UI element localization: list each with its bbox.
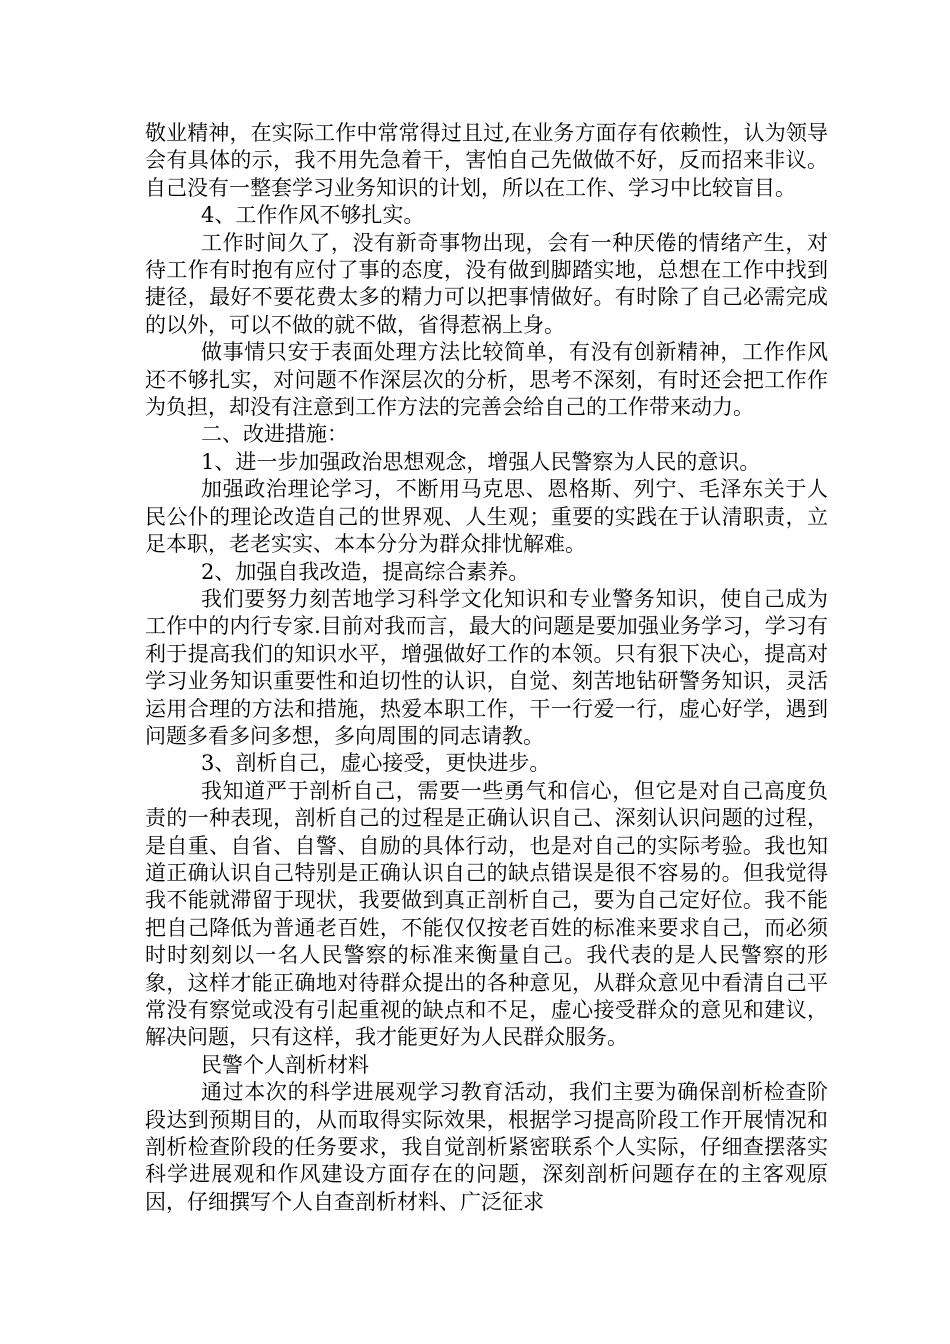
heading-self-improvement: 2、加强自我改造，提高综合素养。 (201, 559, 530, 584)
paragraph-study-activity: 通过本次的科学进展观学习教育活动，我们主要为确保剖析检查阶段达到预期目的，从而取得实际效果，根据学习提高阶段工作开展情况和剖析检查阶段的任务要求，我自觉剖析紧密联系个人实际，仔细查摆落实科学进展观和作风建设方面存在的问题，深刻剖析问题存在的主客观原因，仔细撰写个人自查剖析材料、广泛征求 (145, 1080, 828, 1214)
paragraph-work-boredom: 工作时间久了，没有新奇事物出现，会有一种厌倦的情绪产生，对待工作有时抱有应付了事的态度，没有做到脚踏实地，总想在工作中找到捷径，最好不要花费太多的精力可以把事情做好。有时除了自己必需完成的以外，可以不做的就不做，省得惹祸上身。 (145, 230, 828, 337)
heading-work-style: 4、工作作风不够扎实。 (201, 203, 425, 228)
paragraph-dedication-continued: 敬业精神，在实际工作中常常得过且过,在业务方面存有依赖性，认为领导会有具体的示，我不用先急着干，害怕自己先做做不好，反而招来非议。自己没有一整套学习业务知识的计划，所以在工作、学习中比较盲目。 (145, 121, 828, 200)
heading-police-analysis-material: 民警个人剖析材料 (201, 1052, 369, 1077)
heading-political-thought: 1、进一步加强政治思想观念，增强人民警察为人民的意识。 (201, 449, 761, 474)
paragraph-political-theory: 加强政治理论学习，不断用马克思、恩格斯、列宁、毛泽东关于人民公仆的理论改造自己的世界观、人生观；重要的实践在于认清职责，立足本职，老老实实、本本分分为群众排忧解难。 (145, 477, 828, 557)
document-page (145, 120, 828, 1216)
heading-self-analysis: 3、剖析自己，虚心接受，更快进步。 (201, 751, 551, 776)
heading-improvement-measures: 二、改进措施： (201, 422, 348, 447)
paragraph-superficial-handling: 做事情只安于表面处理方法比较简单，有没有创新精神，工作作风还不够扎实，对问题不作深层次的分析，思考不深刻，有时还会把工作作为负担，却没有注意到工作方法的完善会给自己的工作带来动力。 (145, 340, 828, 420)
paragraph-study-knowledge: 我们要努力刻苦地学习科学文化知识和专业警务知识，使自己成为工作中的内行专家.目前对我而言，最大的问题是要加强业务学习，学习有利于提高我们的知识水平，增强做好工作的本领。只有狠下决心，提高对学习业务知识重要性和迫切性的认识，自觉、刻苦地钻研警务知识，灵活运用合理的方法和措施，热爱本职工作，干一行爱一行，虚心好学，遇到问题多看多问多想，多向周围的同志请教。 (145, 586, 828, 748)
paragraph-self-analysis: 我知道严于剖析自己，需要一些勇气和信心，但它是对自己高度负责的一种表现，剖析自己的过程是正确认识自己、深刻认识问题的过程，是自重、自省、自警、自励的具体行动，也是对自己的实际考验。我也知道正确认识自己特别是正确认识自己的缺点错误是很不容易的。但我觉得我不能就滞留于现状，我要做到真正剖析自己，要为自己定好位。我不能把自己降低为普通老百姓，不能仅仅按老百姓的标准来要求自己，而必须时时刻刻以一名人民警察的标准来衡量自己。我代表的是人民警察的形象，这样才能正确地对待群众提出的各种意见，从群众意见中看清自己平常没有察觉或没有引起重视的缺点和不足，虚心接受群众的意见和建议，解决问题，只有这样，我才能更好为人民群众服务。 (145, 778, 828, 1050)
